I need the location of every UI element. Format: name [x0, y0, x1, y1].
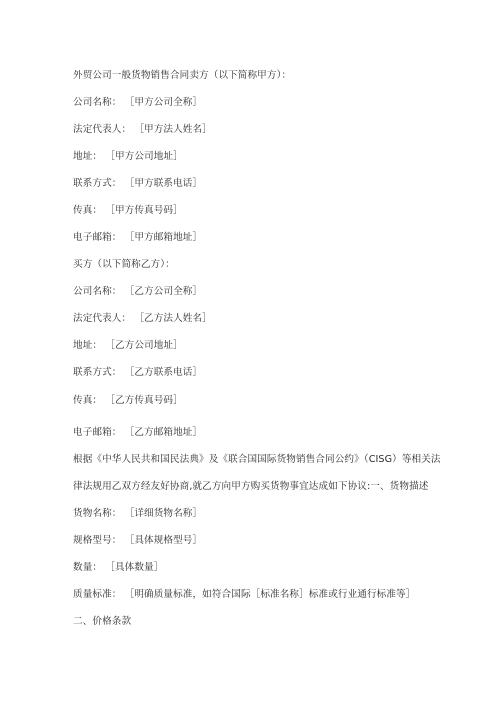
- seller-company-name-row: [73, 97, 202, 109]
- seller-email-label: 电子邮箱：: [73, 232, 122, 243]
- seller-address-label: 地址：: [73, 151, 103, 162]
- seller-company-name-value: ［甲方公司全称］: [124, 97, 203, 108]
- buyer-company-name-row: [73, 286, 202, 298]
- section-two-heading: 二、价格条款: [73, 616, 132, 627]
- buyer-address-label: 地址：: [73, 340, 103, 351]
- goods-spec-row: [73, 535, 202, 547]
- goods-quality-label: 质量标准：: [73, 589, 122, 600]
- seller-contact-label: 联系方式：: [73, 178, 122, 189]
- buyer-address-row: [73, 340, 183, 352]
- seller-fax-label: 传真：: [73, 205, 103, 216]
- seller-address-value: ［甲方公司地址］: [105, 151, 183, 162]
- buyer-email-row: [73, 427, 202, 439]
- seller-contact-value: ［甲方联系电话］: [124, 178, 203, 189]
- goods-quantity-value: ［具体数量］: [105, 562, 164, 573]
- goods-quantity-label: 数量：: [73, 562, 103, 573]
- buyer-fax-value: ［乙方传真号码］: [105, 395, 183, 406]
- goods-name-row: [73, 508, 202, 520]
- buyer-legal-rep-row: [73, 313, 212, 325]
- buyer-heading: 买方（以下简称乙方）：: [73, 259, 175, 270]
- goods-quality-row: [73, 589, 415, 601]
- intro-paragraph-line-2: 律法规用乙双方经友好协商,就乙方向甲方购买货物事宜达成如下协议:一、货物描述: [73, 481, 429, 492]
- seller-legal-rep-row: [73, 124, 212, 136]
- goods-quantity-row: [73, 562, 163, 574]
- goods-quality-value: ［明确质量标准，如符合国际［标准名称］标准或行业通行标准等］: [124, 589, 416, 600]
- goods-spec-label: 规格型号：: [73, 535, 122, 546]
- seller-address-row: [73, 151, 183, 163]
- buyer-company-name-value: ［乙方公司全称］: [124, 286, 203, 297]
- seller-fax-row: [73, 205, 183, 217]
- buyer-company-name-label: 公司名称：: [73, 286, 122, 297]
- seller-legal-rep-label: 法定代表人：: [73, 124, 132, 135]
- buyer-email-label: 电子邮箱：: [73, 427, 122, 438]
- buyer-address-value: ［乙方公司地址］: [105, 340, 183, 351]
- seller-legal-rep-value: ［甲方法人姓名］: [134, 124, 212, 135]
- seller-contact-row: [73, 178, 202, 190]
- goods-spec-value: ［具体规格型号］: [124, 535, 203, 546]
- buyer-email-value: ［乙方邮箱地址］: [124, 427, 203, 438]
- buyer-contact-label: 联系方式：: [73, 367, 122, 378]
- buyer-fax-row: [73, 395, 183, 407]
- buyer-fax-label: 传真：: [73, 395, 103, 406]
- seller-company-name-label: 公司名称：: [73, 97, 122, 108]
- buyer-contact-row: [73, 367, 202, 379]
- buyer-contact-value: ［乙方联系电话］: [124, 367, 203, 378]
- seller-email-row: [73, 232, 202, 244]
- seller-fax-value: ［甲方传真号码］: [105, 205, 183, 216]
- goods-name-value: ［详细货物名称］: [124, 508, 203, 519]
- buyer-legal-rep-label: 法定代表人：: [73, 313, 132, 324]
- intro-paragraph-line-1: 根据《中华人民共和国民法典》及《联合国国际货物销售合同公约》（CISG）等相关法: [73, 454, 441, 465]
- seller-email-value: ［甲方邮箱地址］: [124, 232, 203, 243]
- seller-heading: 外贸公司一般货物销售合同卖方（以下简称甲方）：: [73, 70, 292, 81]
- goods-name-label: 货物名称：: [73, 508, 122, 519]
- buyer-legal-rep-value: ［乙方法人姓名］: [134, 313, 212, 324]
